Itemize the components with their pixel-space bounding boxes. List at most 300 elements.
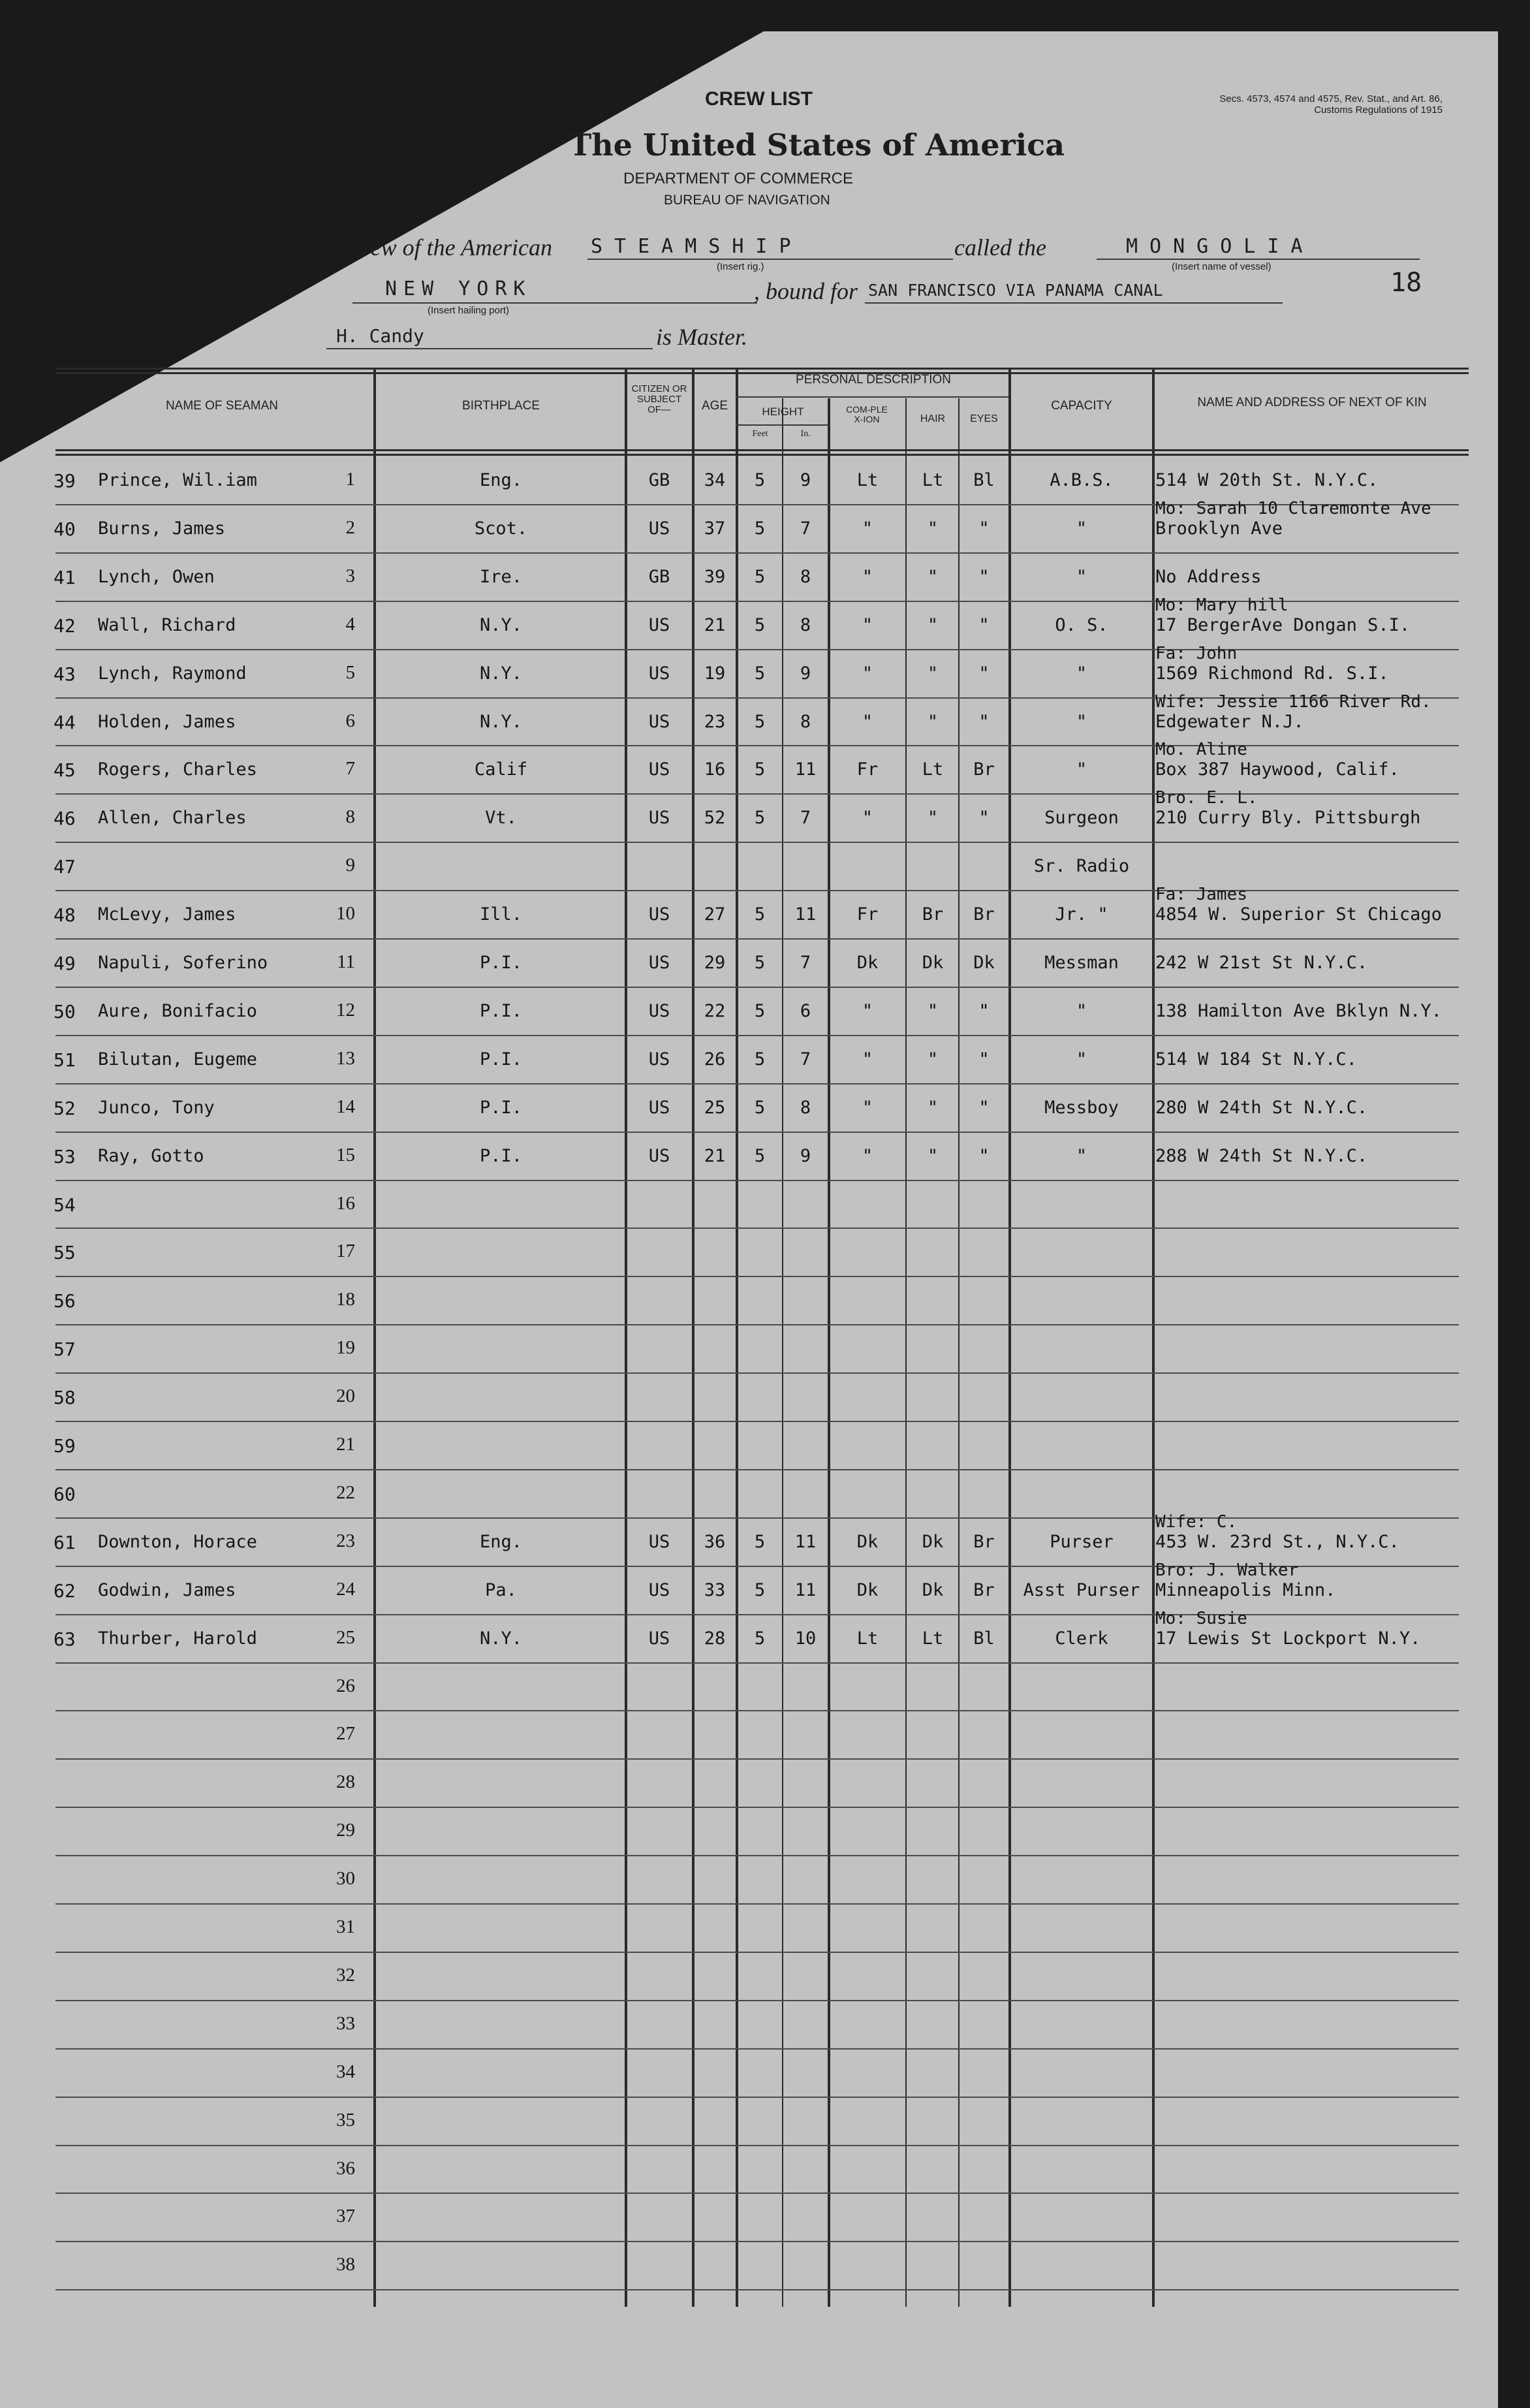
form-title: CREW LIST xyxy=(705,88,813,110)
row-divider xyxy=(55,1421,1459,1422)
crew-sequence-number: 42 xyxy=(54,615,76,637)
citizen-cell: US xyxy=(648,663,670,684)
citizen-cell: US xyxy=(648,1001,670,1021)
row-divider xyxy=(55,1807,1459,1808)
crew-sequence-number: 44 xyxy=(54,712,76,733)
capacity-cell: O. S. xyxy=(1055,615,1108,635)
line-number: 19 xyxy=(336,1337,355,1358)
row-divider xyxy=(55,2289,1459,2290)
age-cell: 19 xyxy=(704,663,726,684)
birthplace-cell: Eng. xyxy=(479,470,523,490)
hair-cell: Br xyxy=(922,904,944,925)
line-number: 28 xyxy=(336,1771,355,1792)
crew-sequence-number: 59 xyxy=(54,1435,76,1457)
citizen-cell: US xyxy=(648,1628,670,1649)
crew-sequence-number: 60 xyxy=(54,1483,76,1505)
birthplace-cell: Scot. xyxy=(474,518,528,539)
row-divider xyxy=(55,1132,1459,1133)
hair-cell: " xyxy=(927,1098,939,1118)
kin-relation-cell: Wife: Jessie 1166 River Rd. xyxy=(1155,692,1431,712)
birthplace-cell: Ire. xyxy=(479,567,523,587)
hailing-port: NEW YORK xyxy=(385,277,532,300)
vessel-name: MONGOLIA xyxy=(1126,235,1315,258)
inches-cell: 7 xyxy=(800,518,811,539)
line-number: 30 xyxy=(336,1868,355,1889)
hair-cell: " xyxy=(927,567,939,587)
line-number: 2 xyxy=(345,517,355,538)
complexion-cell: Dk xyxy=(856,953,879,973)
kin-relation-cell: Bro: J. Walker xyxy=(1155,1560,1299,1580)
kin-cell: 1569 Richmond Rd. S.I. xyxy=(1155,663,1389,684)
birthplace-cell: P.I. xyxy=(479,1146,523,1166)
age-cell: 23 xyxy=(704,712,726,732)
eyes-cell: Bl xyxy=(973,1628,995,1649)
crew-sequence-number: 45 xyxy=(54,759,76,781)
inches-cell: 9 xyxy=(800,1146,811,1166)
hailing-hint: (Insert hailing port) xyxy=(428,305,510,316)
name-cell: Lynch, Raymond xyxy=(98,663,247,684)
capacity-cell: Messman xyxy=(1044,953,1119,973)
crew-sequence-number: 61 xyxy=(54,1532,76,1553)
feet-cell: 5 xyxy=(754,904,766,925)
kin-cell: 138 Hamilton Ave Bklyn N.Y. xyxy=(1155,1001,1442,1021)
citizen-cell: US xyxy=(648,1146,670,1166)
rig-value: STEAMSHIP xyxy=(591,235,803,258)
row-divider xyxy=(55,842,1459,843)
kin-relation-cell: Wife: C. xyxy=(1155,1512,1238,1532)
line-number: 16 xyxy=(336,1193,355,1214)
row-divider xyxy=(55,1035,1459,1036)
capacity-cell: Surgeon xyxy=(1044,808,1119,828)
eyes-cell: " xyxy=(978,1049,990,1069)
line-number: 36 xyxy=(336,2158,355,2179)
crew-sequence-number: 46 xyxy=(54,808,76,829)
birthplace-cell: P.I. xyxy=(479,1001,523,1021)
citizen-cell: US xyxy=(648,953,670,973)
birthplace-cell: N.Y. xyxy=(479,615,523,635)
capacity-cell: " xyxy=(1076,712,1087,732)
crew-sequence-number: 63 xyxy=(54,1628,76,1650)
line-number: 22 xyxy=(336,1482,355,1503)
col-birthplace-header: BIRTHPLACE xyxy=(462,399,540,413)
eyes-cell: Dk xyxy=(973,953,995,973)
feet-cell: 5 xyxy=(754,567,766,587)
feet-cell: 5 xyxy=(754,953,766,973)
feet-cell: 5 xyxy=(754,1001,766,1021)
row-divider xyxy=(55,1083,1459,1085)
age-cell: 33 xyxy=(704,1580,726,1600)
line-number: 7 xyxy=(345,758,355,779)
crew-sequence-number: 43 xyxy=(54,663,76,685)
row-divider xyxy=(55,1952,1459,1953)
crew-sequence-number: 55 xyxy=(54,1242,76,1263)
age-cell: 27 xyxy=(704,904,726,925)
birthplace-cell: N.Y. xyxy=(479,712,523,732)
line-number: 12 xyxy=(336,1000,355,1021)
hair-cell: " xyxy=(927,663,939,684)
line-number: 21 xyxy=(336,1434,355,1455)
capacity-cell: Sr. Radio xyxy=(1033,856,1130,876)
crew-sequence-number: 53 xyxy=(54,1146,76,1167)
line-number: 17 xyxy=(336,1241,355,1261)
line-number: 11 xyxy=(337,951,355,972)
kin-relation-cell: Mo. Aline xyxy=(1155,740,1247,759)
age-cell: 28 xyxy=(704,1628,726,1649)
line-number: 31 xyxy=(336,1916,355,1937)
birthplace-cell: Vt. xyxy=(485,808,517,828)
kin-relation-cell: Bro. E. L. xyxy=(1155,788,1258,808)
feet-cell: 5 xyxy=(754,663,766,684)
hair-cell: " xyxy=(927,1049,939,1069)
name-cell: Lynch, Owen xyxy=(98,567,215,587)
kin-cell: Brooklyn Ave xyxy=(1155,518,1283,539)
feet-cell: 5 xyxy=(754,1580,766,1600)
line-number: 29 xyxy=(336,1820,355,1841)
age-cell: 21 xyxy=(704,615,726,635)
inches-cell: 8 xyxy=(800,712,811,732)
age-cell: 29 xyxy=(704,953,726,973)
col-citizen-header: CITIZEN OR SUBJECT OF— xyxy=(631,383,687,415)
kin-cell: 242 W 21st St N.Y.C. xyxy=(1155,953,1368,973)
feet-cell: 5 xyxy=(754,712,766,732)
line-number: 35 xyxy=(336,2110,355,2131)
complexion-cell: " xyxy=(862,1146,873,1166)
eyes-cell: Br xyxy=(973,1580,995,1600)
kin-cell: Minneapolis Minn. xyxy=(1155,1580,1336,1600)
row-divider xyxy=(55,2241,1459,2242)
hair-cell: " xyxy=(927,615,939,635)
name-cell: Downton, Horace xyxy=(98,1532,257,1552)
kin-cell: No Address xyxy=(1155,567,1262,587)
line-number: 15 xyxy=(336,1145,355,1165)
row-divider xyxy=(55,890,1459,891)
age-cell: 16 xyxy=(704,759,726,780)
row-divider xyxy=(55,1228,1459,1229)
crew-sequence-number: 51 xyxy=(54,1049,76,1071)
line-number: 33 xyxy=(336,2013,355,2034)
age-cell: 22 xyxy=(704,1001,726,1021)
kin-cell: Box 387 Haywood, Calif. xyxy=(1155,759,1399,780)
capacity-cell: A.B.S. xyxy=(1050,470,1114,490)
line-number: 18 xyxy=(336,1289,355,1310)
age-cell: 39 xyxy=(704,567,726,587)
eyes-cell: " xyxy=(978,615,990,635)
complexion-cell: Dk xyxy=(856,1580,879,1600)
page-number: 18 xyxy=(1390,268,1422,298)
crew-sequence-number: 57 xyxy=(54,1339,76,1360)
feet-cell: 5 xyxy=(754,518,766,539)
line-number: 1 xyxy=(345,469,355,490)
crew-prefix: rew of the American xyxy=(362,234,552,261)
eyes-cell: " xyxy=(978,1146,990,1166)
kin-cell: 514 W 20th St. N.Y.C. xyxy=(1155,470,1379,490)
eyes-cell: " xyxy=(978,1098,990,1118)
complexion-cell: " xyxy=(862,1049,873,1069)
feet-cell: 5 xyxy=(754,1146,766,1166)
crew-sequence-number: 54 xyxy=(54,1194,76,1216)
eyes-cell: Br xyxy=(973,1532,995,1552)
capacity-cell: Clerk xyxy=(1055,1628,1108,1649)
feet-cell: 5 xyxy=(754,1049,766,1069)
inches-cell: 11 xyxy=(794,904,817,925)
line-number: 25 xyxy=(336,1627,355,1648)
row-divider xyxy=(55,1276,1459,1277)
age-cell: 25 xyxy=(704,1098,726,1118)
age-cell: 21 xyxy=(704,1146,726,1166)
row-divider xyxy=(55,987,1459,988)
age-cell: 36 xyxy=(704,1532,726,1552)
inches-cell: 11 xyxy=(794,1580,817,1600)
crew-sequence-number: 41 xyxy=(54,567,76,588)
line-number: 34 xyxy=(336,2061,355,2082)
complexion-cell: " xyxy=(862,808,873,828)
hair-cell: " xyxy=(927,808,939,828)
age-cell: 34 xyxy=(704,470,726,490)
eyes-cell: " xyxy=(978,663,990,684)
feet-cell: 5 xyxy=(754,615,766,635)
hair-cell: " xyxy=(927,1001,939,1021)
row-divider xyxy=(55,1614,1459,1615)
birthplace-cell: P.I. xyxy=(479,953,523,973)
line-number: 13 xyxy=(336,1048,355,1069)
capacity-cell: Messboy xyxy=(1044,1098,1119,1118)
birthplace-cell: Pa. xyxy=(485,1580,517,1600)
master-name: H. Candy xyxy=(336,325,424,347)
citizen-cell: US xyxy=(648,712,670,732)
vessel-hint: (Insert name of vessel) xyxy=(1172,261,1272,272)
master-label: is Master. xyxy=(656,324,748,350)
destination: SAN FRANCISCO VIA PANAMA CANAL xyxy=(868,281,1163,300)
crew-sequence-number: 48 xyxy=(54,904,76,926)
inches-cell: 7 xyxy=(800,1049,811,1069)
capacity-cell: " xyxy=(1076,663,1087,684)
crew-sequence-number: 62 xyxy=(54,1580,76,1602)
citizen-cell: US xyxy=(648,1532,670,1552)
col-personal-header: PERSONAL DESCRIPTION xyxy=(796,373,951,387)
citizen-cell: US xyxy=(648,1049,670,1069)
feet-cell: 5 xyxy=(754,808,766,828)
hair-cell: " xyxy=(927,518,939,539)
name-cell: Prince, Wil.iam xyxy=(98,470,257,490)
col-eyes-header: EYES xyxy=(970,413,998,424)
eyes-cell: " xyxy=(978,567,990,587)
age-cell: 26 xyxy=(704,1049,726,1069)
row-divider xyxy=(55,2000,1459,2001)
eyes-cell: Bl xyxy=(973,470,995,490)
birthplace-cell: P.I. xyxy=(479,1049,523,1069)
hair-cell: " xyxy=(927,1146,939,1166)
row-divider xyxy=(55,1372,1459,1374)
complexion-cell: Lt xyxy=(856,470,879,490)
birthplace-cell: N.Y. xyxy=(479,663,523,684)
crew-sequence-number: 49 xyxy=(54,953,76,974)
complexion-cell: " xyxy=(862,1098,873,1118)
complexion-cell: Fr xyxy=(856,904,879,925)
kin-relation-cell: Mo: Susie xyxy=(1155,1609,1247,1628)
crew-sequence-number: 52 xyxy=(54,1098,76,1119)
line-number: 10 xyxy=(336,903,355,924)
row-divider xyxy=(55,1517,1459,1519)
row-divider xyxy=(55,1903,1459,1905)
kin-cell: Edgewater N.J. xyxy=(1155,712,1304,732)
name-cell: Napuli, Soferino xyxy=(98,953,268,973)
citizen-cell: GB xyxy=(648,470,670,490)
inches-cell: 9 xyxy=(800,663,811,684)
kin-relation-cell: Mo: Mary hill xyxy=(1155,595,1288,615)
row-divider xyxy=(55,1324,1459,1325)
col-name-header: NAME OF SEAMAN xyxy=(165,399,279,413)
name-cell: Aure, Bonifacio xyxy=(98,1001,257,1021)
inches-cell: 8 xyxy=(800,567,811,587)
row-divider xyxy=(55,1710,1459,1711)
complexion-cell: Fr xyxy=(856,759,879,780)
hair-cell: " xyxy=(927,712,939,732)
line-number: 5 xyxy=(345,662,355,683)
kin-relation-cell: Fa: James xyxy=(1155,885,1247,904)
birthplace-cell: Ill. xyxy=(479,904,523,925)
bound-label: , bound for xyxy=(754,278,858,304)
birthplace-cell: Eng. xyxy=(479,1532,523,1552)
crew-sequence-number: 56 xyxy=(54,1290,76,1312)
col-kin-header: NAME AND ADDRESS OF NEXT OF KIN xyxy=(1197,396,1427,409)
line-number: 27 xyxy=(336,1723,355,1744)
eyes-cell: " xyxy=(978,712,990,732)
crew-sequence-number: 39 xyxy=(54,470,76,492)
inches-cell: 7 xyxy=(800,808,811,828)
col-hair-header: HAIR xyxy=(920,413,946,424)
citizen-cell: US xyxy=(648,904,670,925)
statute-note: Secs. 4573, 4574 and 4575, Rev. Stat., and Art. 86, Customs Regulations of 1915 xyxy=(1219,93,1443,116)
row-divider xyxy=(55,745,1459,746)
citizen-cell: US xyxy=(648,759,670,780)
feet-cell: 5 xyxy=(754,1628,766,1649)
row-divider xyxy=(55,2145,1459,2146)
capacity-cell: " xyxy=(1076,1001,1087,1021)
feet-cell: 5 xyxy=(754,1098,766,1118)
line-number: 32 xyxy=(336,1965,355,1986)
capacity-cell: Asst Purser xyxy=(1023,1580,1140,1600)
kin-cell: 280 W 24th St N.Y.C. xyxy=(1155,1098,1368,1118)
row-divider xyxy=(55,1180,1459,1181)
country-title: The United States of America xyxy=(569,127,1065,163)
row-divider xyxy=(55,938,1459,940)
feet-cell: 5 xyxy=(754,470,766,490)
col-capacity-header: CAPACITY xyxy=(1051,399,1112,413)
age-cell: 52 xyxy=(704,808,726,828)
line-number: 9 xyxy=(345,855,355,876)
line-number: 24 xyxy=(336,1579,355,1600)
feet-cell: 5 xyxy=(754,1532,766,1552)
kin-relation-cell: Mo: Sarah 10 Claremonte Ave xyxy=(1155,499,1431,518)
col-complexion-header: COM-PLEX-ION xyxy=(846,404,888,424)
capacity-cell: " xyxy=(1076,518,1087,539)
inches-cell: 10 xyxy=(794,1628,817,1649)
capacity-cell: Jr. " xyxy=(1055,904,1108,925)
inches-cell: 7 xyxy=(800,953,811,973)
birthplace-cell: Calif xyxy=(474,759,528,780)
line-number: 20 xyxy=(336,1386,355,1406)
line-number: 14 xyxy=(336,1096,355,1117)
eyes-cell: " xyxy=(978,518,990,539)
rig-hint: (Insert rig.) xyxy=(717,261,764,272)
bureau: BUREAU OF NAVIGATION xyxy=(664,193,830,208)
col-feet-header: Feet xyxy=(752,429,768,439)
crew-sequence-number: 50 xyxy=(54,1001,76,1022)
capacity-cell: " xyxy=(1076,1146,1087,1166)
capacity-cell: " xyxy=(1076,759,1087,780)
kin-cell: 17 Lewis St Lockport N.Y. xyxy=(1155,1628,1421,1649)
crew-sequence-number: 40 xyxy=(54,518,76,540)
line-number: 23 xyxy=(336,1530,355,1551)
name-cell: Godwin, James xyxy=(98,1580,236,1600)
row-divider xyxy=(55,1469,1459,1470)
inches-cell: 11 xyxy=(794,759,817,780)
kin-cell: 288 W 24th St N.Y.C. xyxy=(1155,1146,1368,1166)
line-number: 38 xyxy=(336,2254,355,2275)
inches-cell: 8 xyxy=(800,1098,811,1118)
inches-cell: 8 xyxy=(800,615,811,635)
line-number: 8 xyxy=(345,806,355,827)
kin-cell: 210 Curry Bly. Pittsburgh xyxy=(1155,808,1421,828)
citizen-cell: US xyxy=(648,808,670,828)
kin-cell: 17 BergerAve Dongan S.I. xyxy=(1155,615,1411,635)
line-number: 26 xyxy=(336,1675,355,1696)
complexion-cell: Lt xyxy=(856,1628,879,1649)
row-divider xyxy=(55,649,1459,650)
name-cell: Ray, Gotto xyxy=(98,1146,204,1166)
complexion-cell: " xyxy=(862,567,873,587)
row-divider xyxy=(55,2193,1459,2194)
eyes-cell: Br xyxy=(973,759,995,780)
kin-cell: 453 W. 23rd St., N.Y.C. xyxy=(1155,1532,1399,1552)
col-age-header: AGE xyxy=(701,399,728,413)
feet-cell: 5 xyxy=(754,759,766,780)
complexion-cell: " xyxy=(862,712,873,732)
kin-cell: 4854 W. Superior St Chicago xyxy=(1155,904,1442,925)
name-cell: Bilutan, Eugeme xyxy=(98,1049,257,1069)
hair-cell: Lt xyxy=(922,1628,944,1649)
eyes-cell: Br xyxy=(973,904,995,925)
inches-cell: 9 xyxy=(800,470,811,490)
kin-relation-cell: Fa: John xyxy=(1155,644,1238,663)
name-cell: Thurber, Harold xyxy=(98,1628,257,1649)
citizen-cell: US xyxy=(648,1580,670,1600)
inches-cell: 6 xyxy=(800,1001,811,1021)
col-height-header: HEIGHT xyxy=(762,405,804,418)
name-cell: Rogers, Charles xyxy=(98,759,257,780)
name-cell: Allen, Charles xyxy=(98,808,247,828)
row-divider xyxy=(55,1758,1459,1760)
name-cell: Wall, Richard xyxy=(98,615,236,635)
line-number: 3 xyxy=(345,565,355,586)
capacity-cell: " xyxy=(1076,1049,1087,1069)
complexion-cell: " xyxy=(862,615,873,635)
col-inches-header: In. xyxy=(800,429,811,439)
age-cell: 37 xyxy=(704,518,726,539)
birthplace-cell: N.Y. xyxy=(479,1628,523,1649)
crew-sequence-number: 47 xyxy=(54,856,76,878)
name-cell: Holden, James xyxy=(98,712,236,732)
name-cell: Junco, Tony xyxy=(98,1098,215,1118)
citizen-cell: US xyxy=(648,518,670,539)
row-divider xyxy=(55,2097,1459,2098)
name-cell: McLevy, James xyxy=(98,904,236,925)
line-number: 37 xyxy=(336,2206,355,2226)
name-cell: Burns, James xyxy=(98,518,226,539)
row-divider xyxy=(55,552,1459,554)
complexion-cell: " xyxy=(862,1001,873,1021)
birthplace-cell: P.I. xyxy=(479,1098,523,1118)
